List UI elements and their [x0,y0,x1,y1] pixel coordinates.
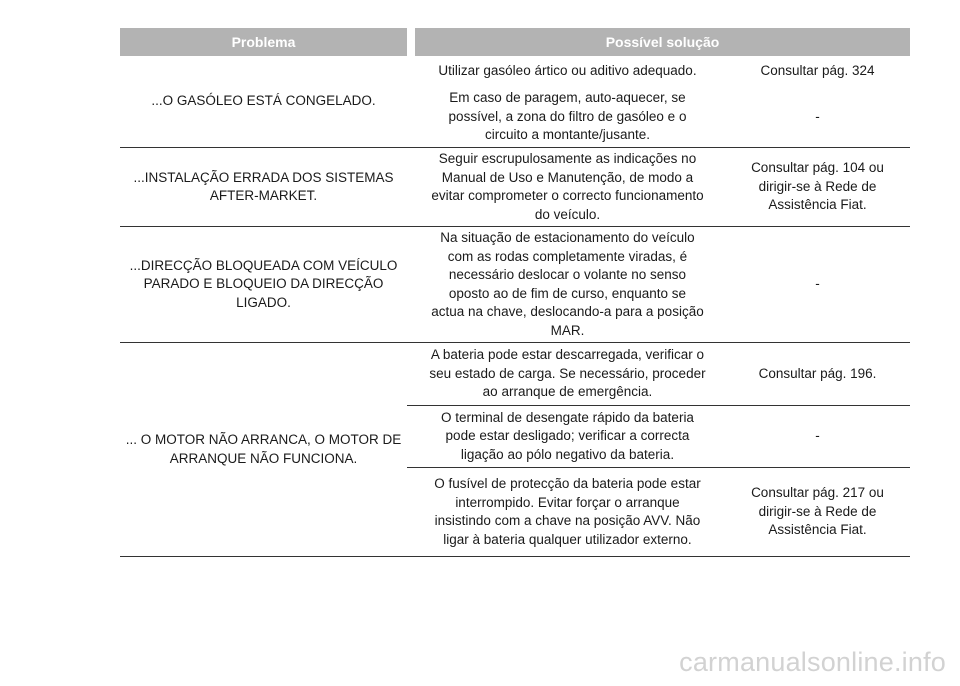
table-bottom-rule [120,556,910,557]
reference-cell: - [815,108,820,124]
header-problem: Problema [120,28,407,56]
problem-cell: ...INSTALAÇÃO ERRADA DOS SISTEMAS AFTER-MARKET. [133,169,394,203]
solution-cell: O fusível de protecção da bateria pode estar interrompido. Evitar forçar o arranque insistindo com a chave na posição AVV. Não ligar à bateria qualquer utilizador externo. [434,476,701,547]
reference-cell: Consultar pág. 196. [758,365,877,381]
header-solution: Possível solução [415,28,910,56]
solution-cell: Utilizar gasóleo ártico ou aditivo adequado. [438,63,697,79]
solution-cell: Na situação de estacionamento do veículo com as rodas completamente viradas, é necessário deslocar o volante no senso oposto ao de fim de curso, enquanto se actua na chave, deslocando-a para a posição MAR. [431,230,704,338]
solution-cell: Seguir escrupulosamente as indicações no Manual de Uso e Manutenção, de modo a evitar comprometer o correcto funcionamento do veículo. [431,151,704,222]
reference-cell: Consultar pág. 324 [760,63,875,79]
reference-cell: - [815,428,820,444]
reference-cell: - [815,276,820,292]
watermark: carmanualsonline.info [679,647,946,677]
solution-cell: A bateria pode estar descarregada, verificar o seu estado de carga. Se necessário, proceder ao arranque de emergência. [429,347,706,400]
problem-cell: ...DIRECÇÃO BLOQUEADA COM VEÍCULO PARADO E BLOQUEIO DA DIRECÇÃO LIGADO. [129,257,398,310]
solution-cell: O terminal de desengate rápido da bateria pode estar desligado; verificar a correcta ligação ao pólo negativo da bateria. [441,409,694,462]
reference-cell: Consultar pág. 217 ou dirigir-se à Rede de Assistência Fiat. [751,485,884,538]
problem-cell: ...O GASÓLEO ESTÁ CONGELADO. [151,93,376,109]
problem-cell: ... O MOTOR NÃO ARRANCA, O MOTOR DE ARRANQUE NÃO FUNCIONA. [125,432,402,466]
solution-cell: Em caso de paragem, auto-aquecer, se possível, a zona do filtro de gasóleo e o circuito a montante/jusante. [448,90,687,143]
reference-cell: Consultar pág. 104 ou dirigir-se à Rede de Assistência Fiat. [751,160,884,213]
